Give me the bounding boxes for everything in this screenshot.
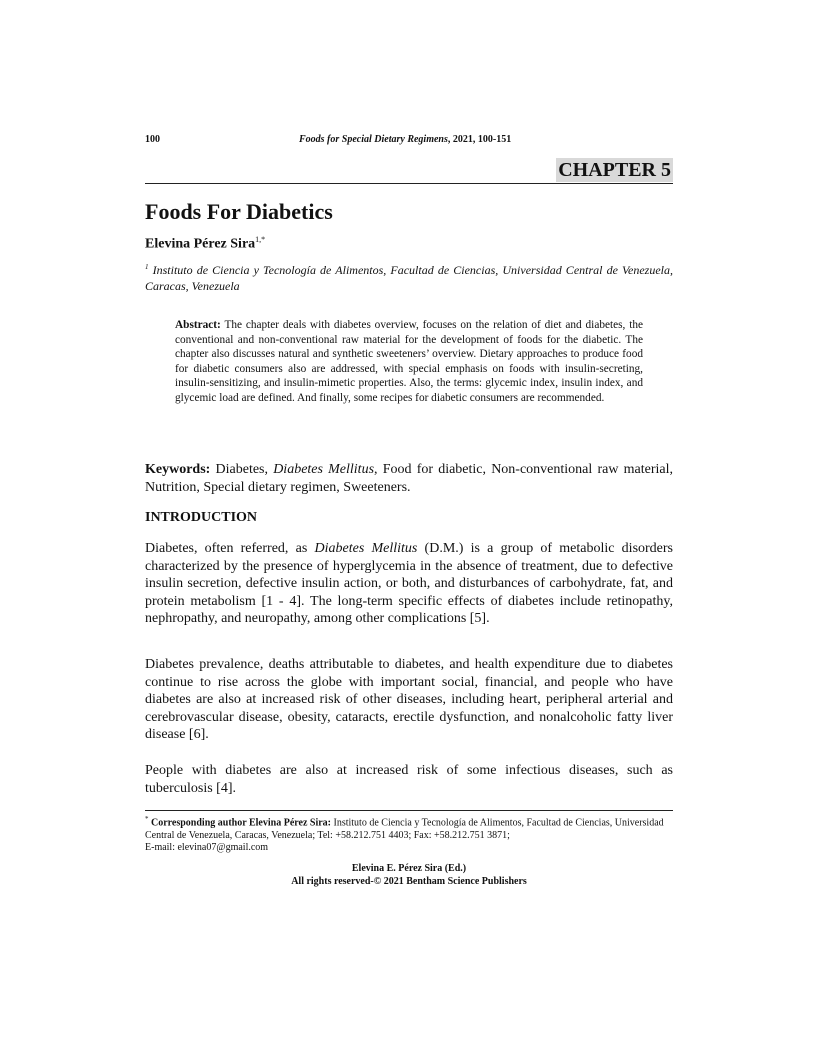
- journal-title: Foods for Special Dietary Regimens: [299, 134, 448, 145]
- keywords-rest: , Food for diabetic, Non-conventional raw material, Nutrition, Special dietary regimen, Sweeteners.: [145, 462, 673, 495]
- publisher-block: [145, 862, 673, 888]
- editor-line: Elevina E. Pérez Sira (Ed.): [351, 863, 467, 874]
- intro-paragraph-1: [145, 540, 673, 628]
- chapter-label: CHAPTER 5: [558, 159, 671, 181]
- page-title: Foods For Diabetics: [145, 199, 333, 224]
- journal-info: , 2021, 100-151: [447, 134, 512, 145]
- intro-paragraph-3: People with diabetes are also at increased risk of some infectious diseases, such as tuberculosis [4].: [145, 763, 673, 796]
- rights-line: All rights reserved-© 2021 Bentham Science Publishers: [291, 876, 527, 887]
- author-name: Elevina Pérez Sira: [145, 236, 256, 252]
- author-line: [145, 235, 265, 253]
- footnote-marker: *: [145, 815, 149, 823]
- p1-before: Diabetes, often referred, as: [145, 541, 308, 556]
- chapter-rule: [145, 183, 673, 184]
- journal-citation: [299, 134, 511, 145]
- p1-italic: Diabetes Mellitus: [314, 541, 418, 556]
- footnote-rule: [145, 810, 673, 811]
- chapter-header: [145, 158, 673, 182]
- keywords: [145, 461, 673, 496]
- footnote-email: E-mail: elevina07@gmail.com: [145, 842, 269, 854]
- intro-paragraph-2: Diabetes prevalence, deaths attributable to diabetes, and health expenditure due to diabetes continue to rise across the globe with important social, financial, and people who have diabetes are also at increased risk of other diseases, including heart, peripheral arterial and cerebrovascular disease, obesity, cataracts, erectile dysfunction, and nonalcoholic fatty liver disease [6].: [145, 657, 673, 743]
- footnote-text: Instituto de Ciencia y Tecnología de Alimentos, Facultad de Ciencias, Universidad Central de Venezuela, Caracas, Venezuela; Tel: +58.212.751 4403; Fax: +58.212.751 3871;: [145, 817, 664, 841]
- author-superscript: 1,*: [255, 235, 266, 244]
- footnote-label: Corresponding author Elevina Pérez Sira:: [151, 817, 331, 829]
- section-heading-introduction: INTRODUCTION: [145, 510, 258, 525]
- affiliation-text: Instituto de Ciencia y Tecnología de Alimentos, Facultad de Ciencias, Universidad Central de Venezuela, Caracas, Venezuela: [145, 263, 674, 293]
- abstract-text: The chapter deals with diabetes overview, focuses on the relation of diet and diabetes, the conventional and non-conventional raw material for the development of foods for the diabetic. The chapter also discusses natural and synthetic sweeteners’ overview. Dietary approaches to produce food for diabetic consumers also are addressed, with special emphasis on foods with insulin-secreting, insulin-sensitizing, and insulin-mimetic properties. Also, the terms: glycemic index, insulin index, and glycemic load are defined. And finally, some recipes for diabetic consumers are recommended.: [175, 319, 643, 404]
- keywords-first: Diabetes,: [215, 462, 268, 477]
- keywords-label: Keywords:: [145, 462, 211, 477]
- page-number: 100: [145, 134, 160, 145]
- p1-after: (D.M.) is a group of metabolic disorders characterized by the presence of hyperglycemia in the absence of treatment, due to defective insulin secretion, defective insulin action, or both, and disturbances of carbohydrate, fat, and protein metabolism [1 - 4]. The long-term specific effects of diabetes include retinopathy, nephropathy, and neuropathy, among other complications [5].: [145, 541, 674, 627]
- affiliation-superscript: 1: [145, 263, 149, 271]
- keywords-italic: Diabetes Mellitus: [273, 462, 375, 477]
- footnote: [145, 813, 673, 855]
- affiliation: [145, 259, 673, 294]
- abstract-label: Abstract:: [175, 319, 221, 331]
- abstract: [175, 318, 643, 406]
